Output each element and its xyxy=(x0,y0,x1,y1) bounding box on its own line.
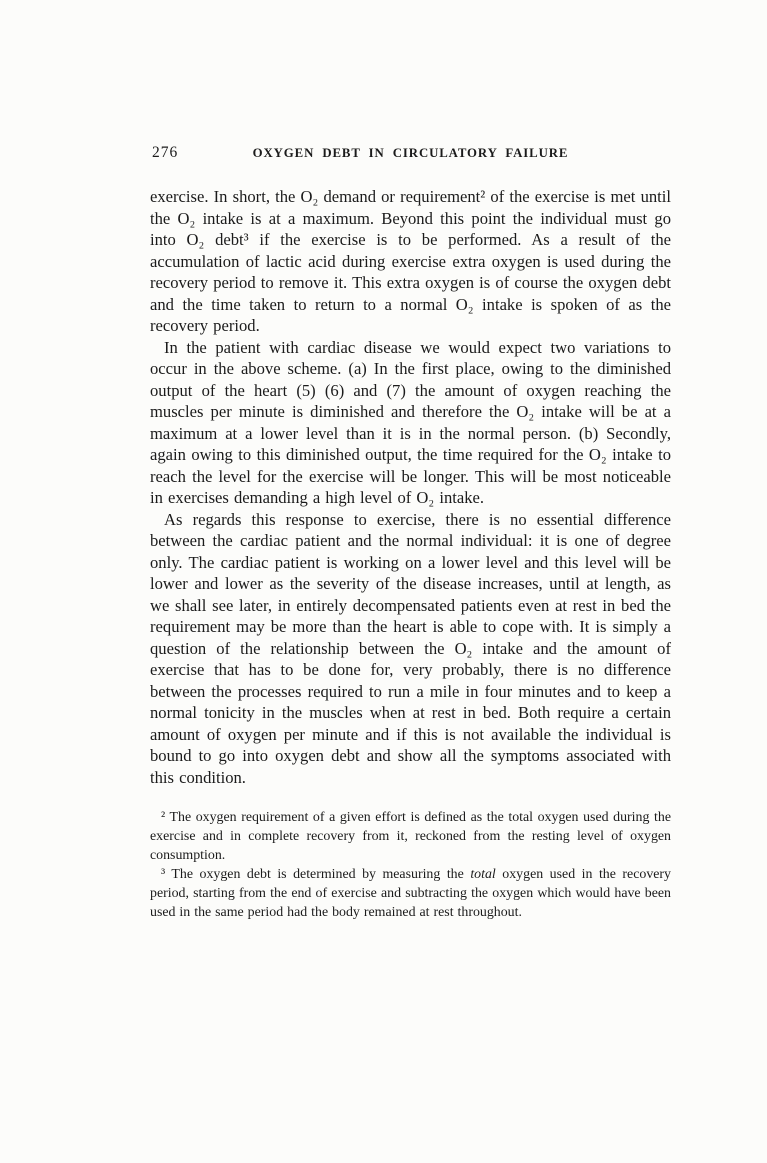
page-header xyxy=(150,144,671,166)
footnote-3 xyxy=(150,865,671,922)
body-text xyxy=(150,186,671,788)
footnotes-section xyxy=(150,808,671,922)
paragraph: As regards this response to exercise, there is no essential difference between the cardiac patient and the normal individual: it is one of degree only. The cardiac patient is working on a lower level and this level will be lower and lower as the severity of the disease increases, until at length, as we shall see later, in entirely decompensated patients even at rest in bed the requirement may be more than the heart is able to cope with. It is simply a question of the relationship between the O₂ intake and the amount of exercise that has to be done for, very probably, there is no difference between the processes required to run a mile in four minutes and to keep a normal tonicity in the muscles when at rest in bed. Both require a certain amount of oxygen per minute and if this is not available the individual is bound to go into oxygen debt and show all the symptoms associated with this condition. xyxy=(150,509,671,787)
footnote-2: ² The oxygen requirement of a given effort is defined as the total oxygen used during the exercise and in complete recovery from it, reckoned from the resting level of oxygen consumption. xyxy=(150,810,671,863)
paragraph: exercise. In short, the O₂ demand or requirement² of the exercise is met until the O₂ intake is at a maximum. Beyond this point the individual must go into O₂ debt³ if the exercise is to be performed. As a result of the accumulation of lactic acid during exercise extra oxygen is used during the recovery period to remove it. This extra oxygen is of course the oxygen debt and the time taken to return to a normal O₂ intake is spoken of as the recovery period. xyxy=(150,187,671,335)
text-column xyxy=(150,144,671,922)
paragraph: In the patient with cardiac disease we would expect two variations to occur in the above scheme. (a) In the first place, owing to the diminished output of the heart (5) (6) and (7) the amount of oxygen reaching the muscles per minute is diminished and therefore the O₂ intake will be at a maximum at a lower level than it is in the normal person. (b) Secondly, again owing to this diminished output, the time required for the O₂ intake to reach the level for the exercise will be longer. This will be most noticeable in exercises demanding a high level of O₂ intake. xyxy=(150,337,671,507)
footnote-3-italic-word: total xyxy=(470,867,496,882)
footnote-3-text-post: oxygen used in the recovery period, starting from the end of exercise and subtracting the oxygen which would have been used in the same period had the body remained at rest throughout. xyxy=(150,867,672,920)
running-head: OXYGEN DEBT IN CIRCULATORY FAILURE xyxy=(252,146,569,160)
page-number: 276 xyxy=(152,144,179,161)
footnote-3-text-pre: ³ The oxygen debt is determined by measuring the xyxy=(161,867,471,882)
